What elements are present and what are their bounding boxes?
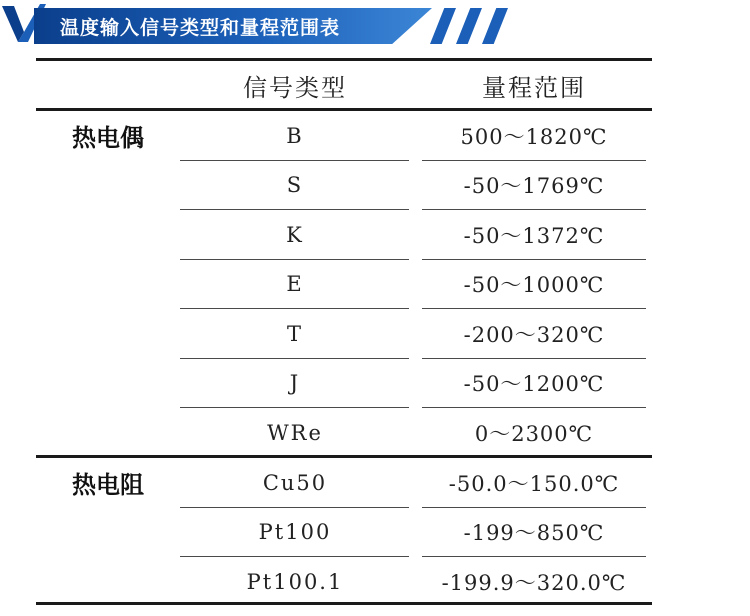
signal-type-cell: E: [286, 272, 304, 297]
range-cell: 500～1820℃: [460, 124, 608, 149]
range-cell: 0～2300℃: [474, 421, 594, 446]
signal-type-cell: S: [286, 173, 304, 198]
banner-stripe: [430, 8, 456, 44]
range-cell: -50～1372℃: [463, 223, 605, 248]
header-signal-type: 信号类型: [243, 73, 347, 102]
page-title: 温度输入信号类型和量程范围表: [60, 17, 341, 39]
signal-type-cell: T: [286, 321, 303, 346]
header-range: 量程范围: [482, 73, 586, 102]
range-cell: -199～850℃: [463, 521, 605, 546]
banner-stripe: [456, 8, 482, 44]
range-cell: -200～320℃: [463, 322, 605, 347]
range-cell: -50～1000℃: [463, 273, 605, 298]
signal-type-cell: K: [286, 222, 304, 247]
signal-type-cell: B: [286, 123, 304, 148]
group-label-thermocouple: 热电偶: [72, 123, 144, 152]
signal-type-cell: J: [289, 371, 301, 396]
signal-type-cell: Cu50: [262, 470, 328, 495]
table-top-rule: [36, 58, 652, 61]
group-divider-rule: [36, 455, 652, 458]
title-banner: [0, 0, 750, 46]
banner-stripe: [482, 8, 508, 44]
range-cell: -50.0～150.0℃: [448, 471, 620, 496]
signal-type-cell: WRe: [267, 420, 323, 445]
range-cell: -50～1769℃: [463, 174, 605, 199]
signal-type-cell: Pt100.1: [246, 569, 344, 594]
range-cell: -199.9～320.0℃: [441, 570, 627, 595]
range-cell: -50～1200℃: [463, 372, 605, 397]
table-bottom-rule: [36, 602, 652, 605]
signal-type-cell: Pt100: [258, 520, 332, 545]
group-label-rtd: 热电阻: [72, 470, 144, 499]
